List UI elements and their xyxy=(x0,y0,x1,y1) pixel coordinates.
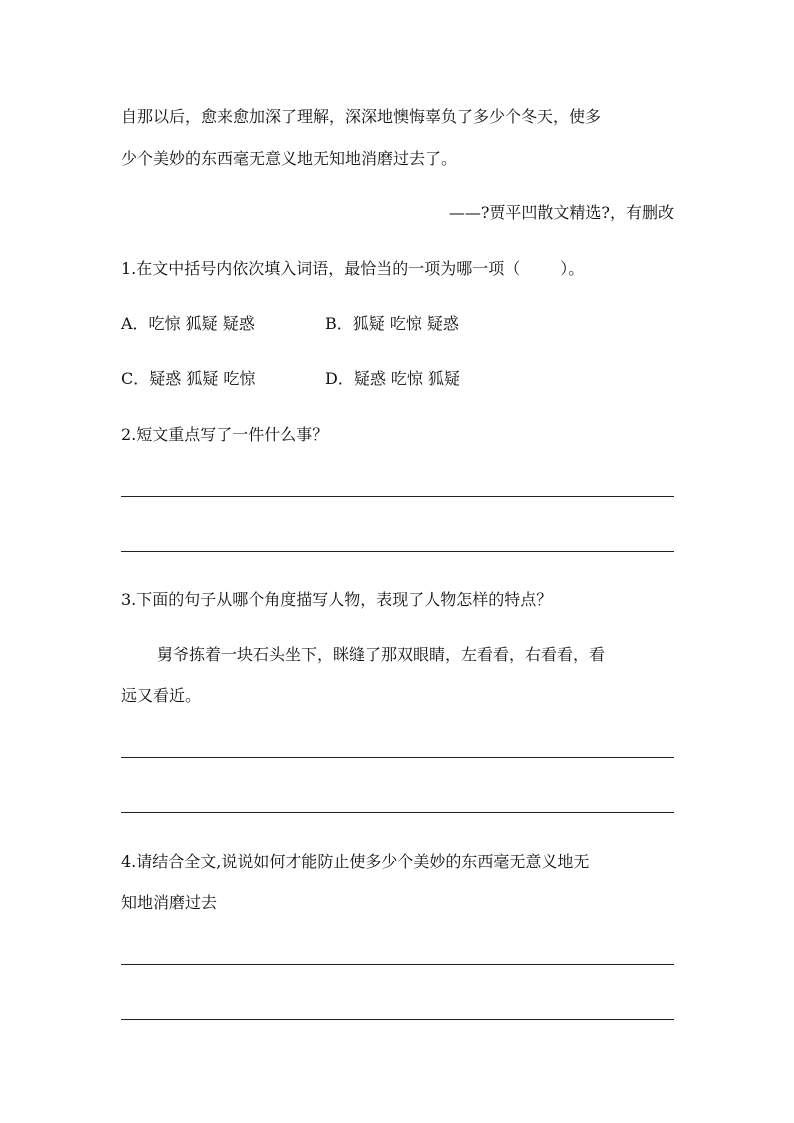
question-1-options-row-2 xyxy=(121,368,460,390)
answer-line[interactable] xyxy=(121,496,674,497)
question-3-quote-line-1: 舅爷拣着一块石头坐下，眯缝了那双眼睛，左看看，右看看，看 xyxy=(157,645,606,664)
question-1 xyxy=(121,258,584,280)
answer-line[interactable] xyxy=(121,757,674,758)
passage-line-2: 少个美妙的东西毫无意义地无知地消磨过去了。 xyxy=(121,149,458,168)
question-1-options-row-1 xyxy=(121,313,459,335)
answer-line[interactable] xyxy=(121,964,674,965)
answer-line[interactable] xyxy=(121,551,674,552)
question-4-prompt-line-2: 知地消磨过去 xyxy=(121,893,218,912)
question-4-prompt-line-1: 4.请结合全文,说说如何才能防止使多少个美妙的东西毫无意义地无 xyxy=(121,852,590,871)
question-2-prompt: 2.短文重点写了一件什么事？ xyxy=(121,425,329,444)
option-a: A．吃惊 狐疑 疑惑 xyxy=(121,314,255,333)
question-1-prompt-end: ）。 xyxy=(560,259,585,278)
passage-line-1: 自那以后，愈来愈加深了理解，深深地懊悔辜负了多少个冬天，使多 xyxy=(121,107,602,126)
option-d: D．疑惑 吃惊 狐疑 xyxy=(325,369,461,388)
question-3-prompt: 3.下面的句子从哪个角度描写人物，表现了人物怎样的特点？ xyxy=(121,590,553,609)
option-b: B．狐疑 吃惊 疑惑 xyxy=(325,314,459,333)
answer-line[interactable] xyxy=(121,812,674,813)
question-1-prompt: 1.在文中括号内依次填入词语，最恰当的一项为哪一项（ xyxy=(121,259,521,278)
option-c: C．疑惑 狐疑 吃惊 xyxy=(121,369,256,388)
question-3-quote-line-2: 远又看近。 xyxy=(121,686,202,705)
answer-line[interactable] xyxy=(121,1019,674,1020)
passage-source: ——?贾平凹散文精选?，有删改 xyxy=(448,203,674,222)
